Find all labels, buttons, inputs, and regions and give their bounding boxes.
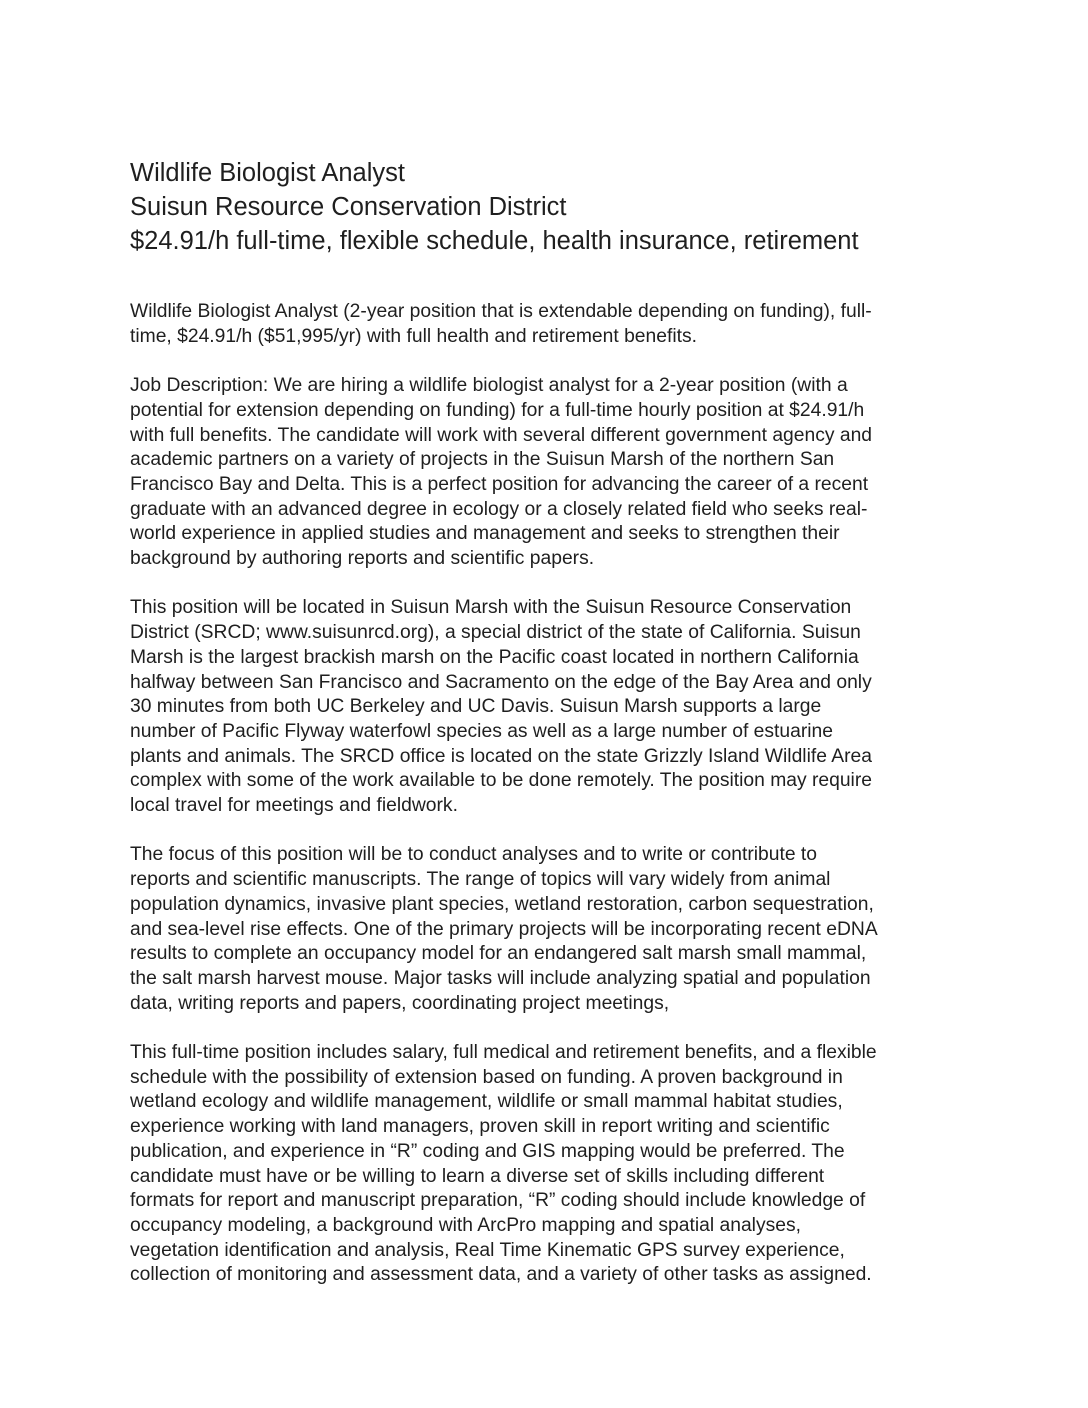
text-line: occupancy modeling, a background with ArcPro mapping and spatial analyses, — [130, 1214, 801, 1236]
text-line: local travel for meetings and fieldwork. — [130, 795, 458, 817]
text-line: The focus of this position will be to conduct analyses and to write or contribute to — [130, 844, 817, 866]
text-line: reports and scientific manuscripts. The range of topics will vary widely from animal — [130, 869, 831, 891]
text-line: Job Description: We are hiring a wildlife biologist analyst for a 2-year position (with a — [130, 375, 848, 397]
text-line: This position will be located in Suisun Marsh with the Suisun Resource Conservation — [130, 597, 852, 619]
paragraph-qualifications — [130, 1041, 970, 1288]
text-line: vegetation identification and analysis, Real Time Kinematic GPS survey experience, — [130, 1239, 845, 1261]
text-line: potential for extension depending on funding) for a full-time hourly position at $24.91/h — [130, 399, 865, 421]
text-line: Francisco Bay and Delta. This is a perfect position for advancing the career of a recent — [130, 473, 869, 495]
text-line: collection of monitoring and assessment data, and a variety of other tasks as assigned. — [130, 1264, 872, 1286]
job-title: Wildlife Biologist Analyst — [130, 159, 405, 187]
text-line: background by authoring reports and scientific papers. — [130, 548, 595, 570]
text-line: experience working with land managers, proven skill in report writing and scientific — [130, 1116, 830, 1138]
document-page — [130, 156, 970, 1313]
text-line: results to complete an occupancy model for an endangered salt marsh small mammal, — [130, 943, 867, 965]
text-line: halfway between San Francisco and Sacramento on the edge of the Bay Area and only — [130, 671, 872, 693]
text-line: academic partners on a variety of projects in the Suisun Marsh of the northern San — [130, 449, 835, 471]
paragraph-position-focus — [130, 843, 970, 1016]
text-line: with full benefits. The candidate will work with several different government agency and — [130, 424, 873, 446]
text-line: plants and animals. The SRCD office is located on the state Grizzly Island Wildlife Area — [130, 745, 872, 767]
text-line: Marsh is the largest brackish marsh on the Pacific coast located in northern California — [130, 646, 859, 668]
text-line: population dynamics, invasive plant species, wetland restoration, carbon sequestration, — [130, 893, 874, 915]
text-line: 30 minutes from both UC Berkeley and UC Davis. Suisun Marsh supports a large — [130, 696, 822, 718]
paragraph-position-overview — [130, 300, 970, 349]
text-line: world experience in applied studies and management and seeks to strengthen their — [130, 523, 840, 545]
paragraph-job-description — [130, 374, 970, 572]
text-line: Wildlife Biologist Analyst (2-year position that is extendable depending on funding), full- — [130, 301, 872, 322]
text-line: wetland ecology and wildlife management, wildlife or small mammal habitat studies, — [130, 1091, 843, 1113]
text-line: complex with some of the work available to be done remotely. The position may require — [130, 770, 872, 792]
compensation-summary: $24.91/h full-time, flexible schedule, health insurance, retirement — [130, 227, 859, 255]
paragraph-location — [130, 596, 970, 818]
document-heading — [130, 156, 970, 258]
text-line: This full-time position includes salary, full medical and retirement benefits, and a flexible — [130, 1042, 877, 1064]
text-line: publication, and experience in “R” coding and GIS mapping would be preferred. The — [130, 1140, 845, 1162]
text-line: number of Pacific Flyway waterfowl species as well as a large number of estuarine — [130, 720, 834, 742]
text-line: and sea-level rise effects. One of the primary projects will be incorporating recent eDNA — [130, 918, 878, 940]
text-line: data, writing reports and papers, coordinating project meetings, — [130, 992, 670, 1014]
text-line: candidate must have or be willing to learn a diverse set of skills including different — [130, 1165, 825, 1187]
text-line: schedule with the possibility of extension based on funding. A proven background in — [130, 1066, 843, 1088]
text-line: District (SRCD; www.suisunrcd.org), a special district of the state of California. Suisun — [130, 622, 861, 644]
text-line: formats for report and manuscript preparation, “R” coding should include knowledge of — [130, 1190, 866, 1212]
text-line: time, $24.91/h ($51,995/yr) with full health and retirement benefits. — [130, 325, 697, 347]
text-line: the salt marsh harvest mouse. Major tasks will include analyzing spatial and population — [130, 967, 871, 989]
text-line: graduate with an advanced degree in ecology or a closely related field who seeks real- — [130, 498, 868, 520]
organization-name: Suisun Resource Conservation District — [130, 193, 567, 221]
